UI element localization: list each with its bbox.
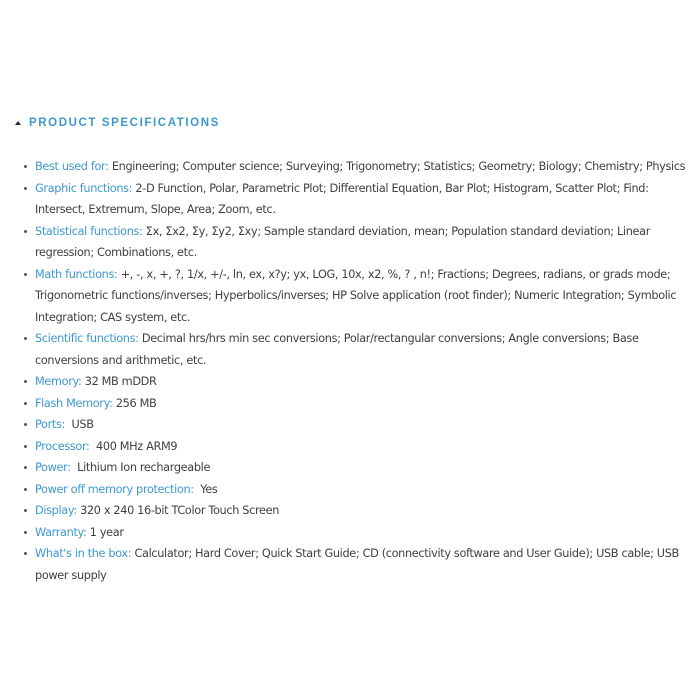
spec-label: Display:: [35, 504, 77, 517]
spec-item-processor: [22, 436, 690, 458]
bullet-icon: [24, 337, 27, 340]
section-title: PRODUCT SPECIFICATIONS: [29, 117, 220, 129]
spec-value: USB: [65, 418, 94, 431]
spec-list: [22, 156, 690, 586]
spec-item-ports: [22, 414, 690, 436]
spec-item-scientific-functions: [22, 328, 690, 371]
bullet-icon: [24, 165, 27, 168]
spec-item-math-functions: [22, 264, 690, 329]
spec-label: Power off memory protection:: [35, 482, 194, 496]
bullet-icon: [24, 552, 27, 555]
bullet-icon: [24, 509, 27, 512]
spec-value: Decimal hrs/hrs min sec conversions; Polar/rectangular conversions; Angle conversions; Base conversions and arithmetic, etc.: [35, 332, 639, 367]
bullet-icon: [24, 273, 27, 276]
caret-up-icon: [15, 121, 21, 125]
spec-value: Yes: [193, 482, 218, 496]
spec-value: 256 MB: [112, 396, 157, 410]
bullet-icon: [24, 488, 27, 491]
spec-value: 1 year: [86, 525, 124, 539]
spec-item-flash-memory: [22, 393, 690, 415]
spec-label: What's in the box:: [35, 547, 132, 560]
spec-item-memory: [22, 371, 690, 393]
bullet-icon: [24, 445, 27, 448]
spec-item-whats-in-the-box: [22, 543, 690, 586]
spec-value: 400 MHz ARM9: [89, 439, 178, 453]
spec-value: 32 MB mDDR: [81, 375, 157, 388]
spec-label: Statistical functions:: [35, 224, 143, 238]
spec-value: Σx, Σx2, Σy, Σy2, Σxy; Sample standard deviation, mean; Population standard deviation; Linear regression; Combinations, etc.: [35, 224, 650, 259]
spec-label: Scientific functions:: [35, 332, 139, 345]
spec-label: Processor:: [35, 439, 90, 453]
spec-item-warranty: [22, 522, 690, 544]
spec-value: 320 x 240 16-bit TColor Touch Screen: [76, 504, 280, 517]
spec-value: 2-D Function, Polar, Parametric Plot; Differential Equation, Bar Plot; Histogram, Scatter Plot; Find: Intersect, Extremum, Slope, Area; Zoom, etc.: [35, 181, 649, 216]
spec-label: Flash Memory:: [35, 396, 113, 410]
bullet-icon: [24, 531, 27, 534]
product-specifications-toggle[interactable]: [15, 117, 220, 129]
spec-label: Power:: [35, 461, 71, 474]
spec-value: Engineering; Computer science; Surveying; Trigonometry; Statistics; Geometry; Biology; Chemistry; Physics: [108, 160, 686, 173]
spec-item-statistical-functions: [22, 221, 690, 264]
spec-value: Calculator; Hard Cover; Quick Start Guide; CD (connectivity software and User Guide); USB cable; USB power supply: [35, 547, 679, 582]
spec-value: Lithium Ion rechargeable: [70, 461, 211, 474]
bullet-icon: [24, 230, 27, 233]
spec-label: Memory:: [35, 375, 82, 388]
spec-label: Warranty:: [35, 525, 87, 539]
spec-label: Ports:: [35, 418, 65, 431]
bullet-icon: [24, 187, 27, 190]
spec-label: Best used for:: [35, 160, 109, 173]
bullet-icon: [24, 423, 27, 426]
bullet-icon: [24, 380, 27, 383]
spec-item-graphic-functions: [22, 178, 690, 221]
bullet-icon: [24, 466, 27, 469]
spec-item-best-used-for: [22, 156, 690, 178]
spec-item-power-off-memory-protection: [22, 479, 690, 501]
spec-item-power: [22, 457, 690, 479]
spec-label: Math functions:: [35, 267, 118, 281]
bullet-icon: [24, 402, 27, 405]
spec-label: Graphic functions:: [35, 181, 133, 195]
spec-value: +, -, x, +, ?, 1/x, +/-, ln, ex, x?y; yx, LOG, 10x, x2, %, ? , n!; Fractions; Degrees, radians, or grads mode; Trigonometric functions/inverses; Hyperbolics/inverses; HP Solve application (root finder); Numeric Integration; Symbolic Integration; CAS system, etc.: [35, 267, 677, 324]
spec-item-display: [22, 500, 690, 522]
